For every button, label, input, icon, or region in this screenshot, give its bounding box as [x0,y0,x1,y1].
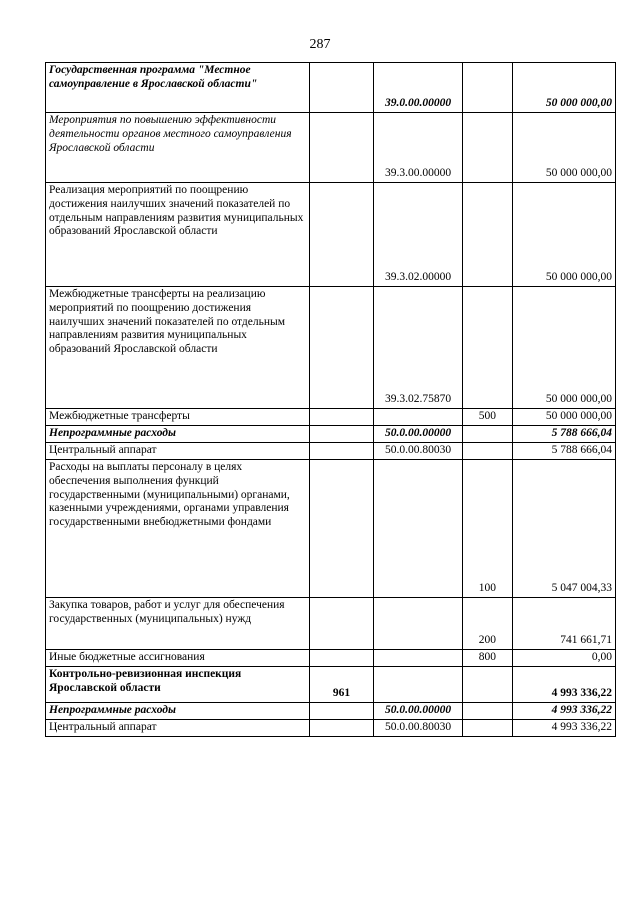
expense-type-cell: 500 [463,409,513,426]
target-code-cell: 50.0.00.80030 [374,720,463,737]
table-row [46,598,616,650]
dept-code-cell [310,63,374,113]
expense-type-cell [463,703,513,720]
amount-cell: 4 993 336,22 [513,703,616,720]
table-row [46,63,616,113]
target-code-cell: 39.3.00.00000 [374,113,463,183]
expense-type-cell: 100 [463,460,513,598]
dept-code-cell [310,650,374,667]
target-code-cell: 39.0.00.00000 [374,63,463,113]
target-code-cell [374,667,463,703]
row-name-cell: Межбюджетные трансферты на реализацию мероприятий по поощрению достижения наилучших значений показателей по отдельным направлениям развития муниципальных образований Ярославской области [46,287,310,409]
page-number: 287 [309,37,331,52]
expense-type-cell [463,287,513,409]
target-code-cell: 50.0.00.00000 [374,703,463,720]
dept-code-cell [310,287,374,409]
budget-table [45,62,616,737]
row-name-cell: Мероприятия по повышению эффективности деятельности органов местного самоуправления Ярославской области [46,113,310,183]
row-name-cell: Иные бюджетные ассигнования [46,650,310,667]
amount-cell: 5 788 666,04 [513,443,616,460]
expense-type-cell [463,443,513,460]
target-code-cell [374,650,463,667]
expense-type-cell [463,426,513,443]
table-row [46,703,616,720]
target-code-cell: 50.0.00.80030 [374,443,463,460]
amount-cell: 4 993 336,22 [513,720,616,737]
target-code-cell: 39.3.02.00000 [374,183,463,287]
table-row [46,409,616,426]
dept-code-cell [310,426,374,443]
table-row [46,287,616,409]
row-name-cell: Непрограммные расходы [46,426,310,443]
target-code-cell [374,598,463,650]
row-name-cell: Реализация мероприятий по поощрению достижения наилучших значений показателей по отдельным направлениям развития муниципальных образований Ярославской области [46,183,310,287]
table-row [46,426,616,443]
dept-code-cell [310,113,374,183]
dept-code-cell [310,460,374,598]
amount-cell: 50 000 000,00 [513,113,616,183]
row-name-cell: Межбюджетные трансферты [46,409,310,426]
dept-code-cell [310,183,374,287]
dept-code-cell [310,598,374,650]
expense-type-cell: 200 [463,598,513,650]
amount-cell: 4 993 336,22 [513,667,616,703]
amount-cell: 5 047 004,33 [513,460,616,598]
amount-cell: 50 000 000,00 [513,63,616,113]
table-row [46,667,616,703]
table-row [46,443,616,460]
table-row [46,720,616,737]
dept-code-cell [310,720,374,737]
target-code-cell: 50.0.00.00000 [374,426,463,443]
dept-code-cell [310,443,374,460]
row-name-cell: Контрольно-ревизионная инспекция Ярославской области [46,667,310,703]
row-name-cell: Непрограммные расходы [46,703,310,720]
target-code-cell: 39.3.02.75870 [374,287,463,409]
dept-code-cell [310,409,374,426]
amount-cell: 5 788 666,04 [513,426,616,443]
amount-cell: 741 661,71 [513,598,616,650]
table-row [46,113,616,183]
expense-type-cell [463,113,513,183]
row-name-cell: Государственная программа "Местное самоуправление в Ярославской области" [46,63,310,113]
expense-type-cell [463,183,513,287]
target-code-cell [374,409,463,426]
row-name-cell: Закупка товаров, работ и услуг для обеспечения государственных (муниципальных) нужд [46,598,310,650]
target-code-cell [374,460,463,598]
row-name-cell: Центральный аппарат [46,443,310,460]
expense-type-cell [463,720,513,737]
amount-cell: 50 000 000,00 [513,409,616,426]
dept-code-cell [310,703,374,720]
expense-type-cell [463,667,513,703]
amount-cell: 50 000 000,00 [513,183,616,287]
budget-table-body [46,63,616,737]
table-row [46,183,616,287]
expense-type-cell: 800 [463,650,513,667]
amount-cell: 0,00 [513,650,616,667]
row-name-cell: Центральный аппарат [46,720,310,737]
expense-type-cell [463,63,513,113]
dept-code-cell: 961 [310,667,374,703]
table-row [46,460,616,598]
amount-cell: 50 000 000,00 [513,287,616,409]
row-name-cell: Расходы на выплаты персоналу в целях обеспечения выполнения функций государственными (муниципальными) органами, казенными учреждениями, органами управления государственными внебюджетными фондами [46,460,310,598]
table-row [46,650,616,667]
